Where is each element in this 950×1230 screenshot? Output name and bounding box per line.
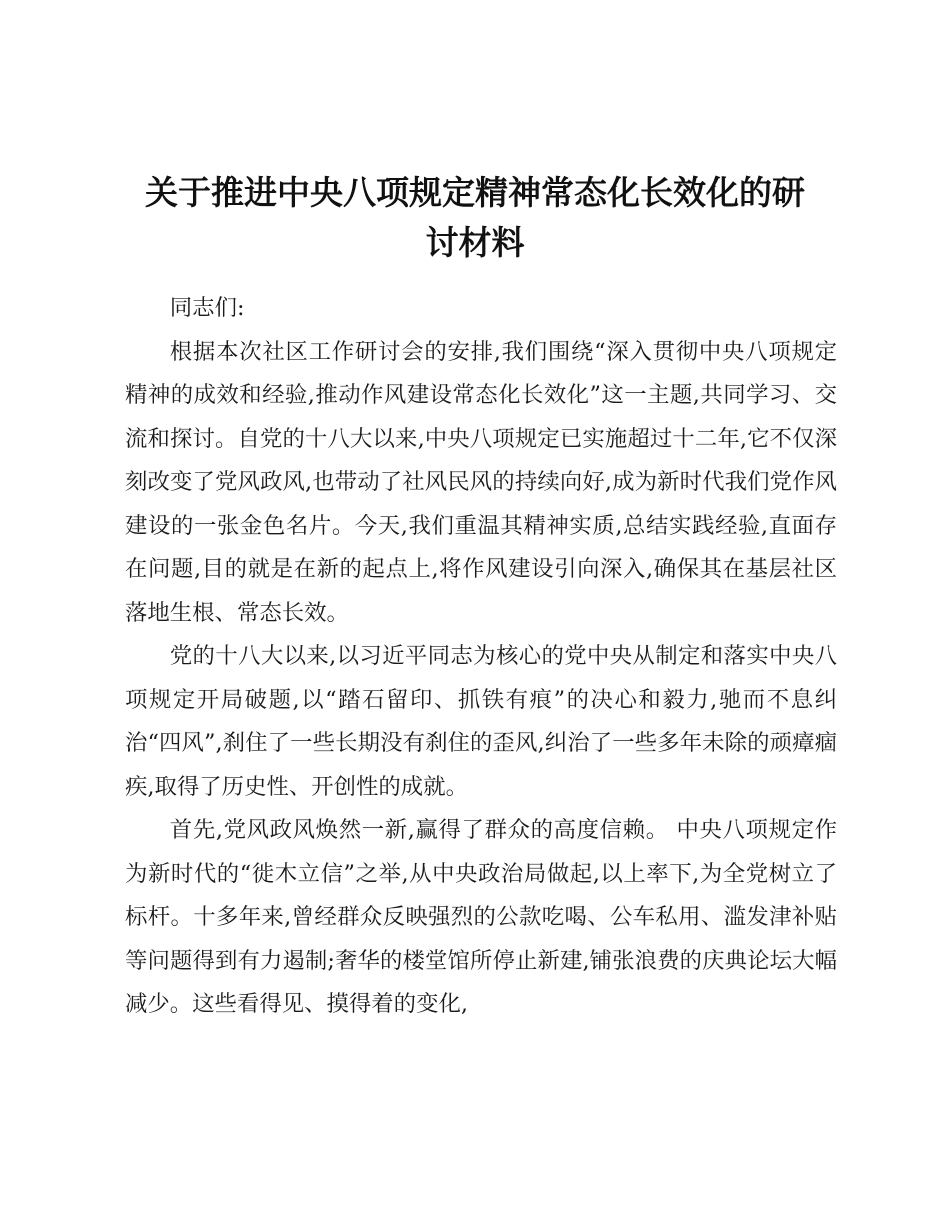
paragraph-2: 党的十八大以来,以习近平同志为核心的党中央从制定和落实中央八项规定开局破题,以“踏石留印、抓铁有痕”的决心和毅力,驰而不息纠治“四风”,刹住了一些长期没有刹住的歪风,纠治了一些多年未除的顽瘴痼疾,取得了历史性、开创性的成就。 bbox=[125, 643, 837, 800]
title-line-2: 讨材料 bbox=[425, 223, 525, 262]
document-body bbox=[125, 287, 837, 1027]
salutation: 同志们: bbox=[169, 295, 245, 321]
document-title bbox=[0, 168, 950, 268]
paragraph-1: 根据本次社区工作研讨会的安排,我们围绕“深入贯彻中央八项规定精神的成效和经验,推动作风建设常态化长效化”这一主题,共同学习、交流和探讨。自党的十八大以来,中央八项规定已实施超过十二年,它不仅深刻改变了党风政风,也带动了社风民风的持续向好,成为新时代我们党作风建设的一张金色名片。今天,我们重温其精神实质,总结实践经验,直面存在问题,目的就是在新的起点上,将作风建设引向深入,确保其在基层社区落地生根、常态长效。 bbox=[125, 338, 837, 626]
title-line-1: 关于推进中央八项规定精神常态化长效化的研 bbox=[145, 173, 805, 212]
paragraph-3: 首先,党风政风焕然一新,赢得了群众的高度信赖。 中央八项规定作为新时代的“徙木立信”之举,从中央政治局做起,以上率下,为全党树立了标杆。十多年来,曾经群众反映强烈的公款吃喝、公车私用、滥发津补贴等问题得到有力遏制;奢华的楼堂馆所停止新建,铺张浪费的庆典论坛大幅减少。这些看得见、摸得着的变化, bbox=[125, 817, 837, 1017]
